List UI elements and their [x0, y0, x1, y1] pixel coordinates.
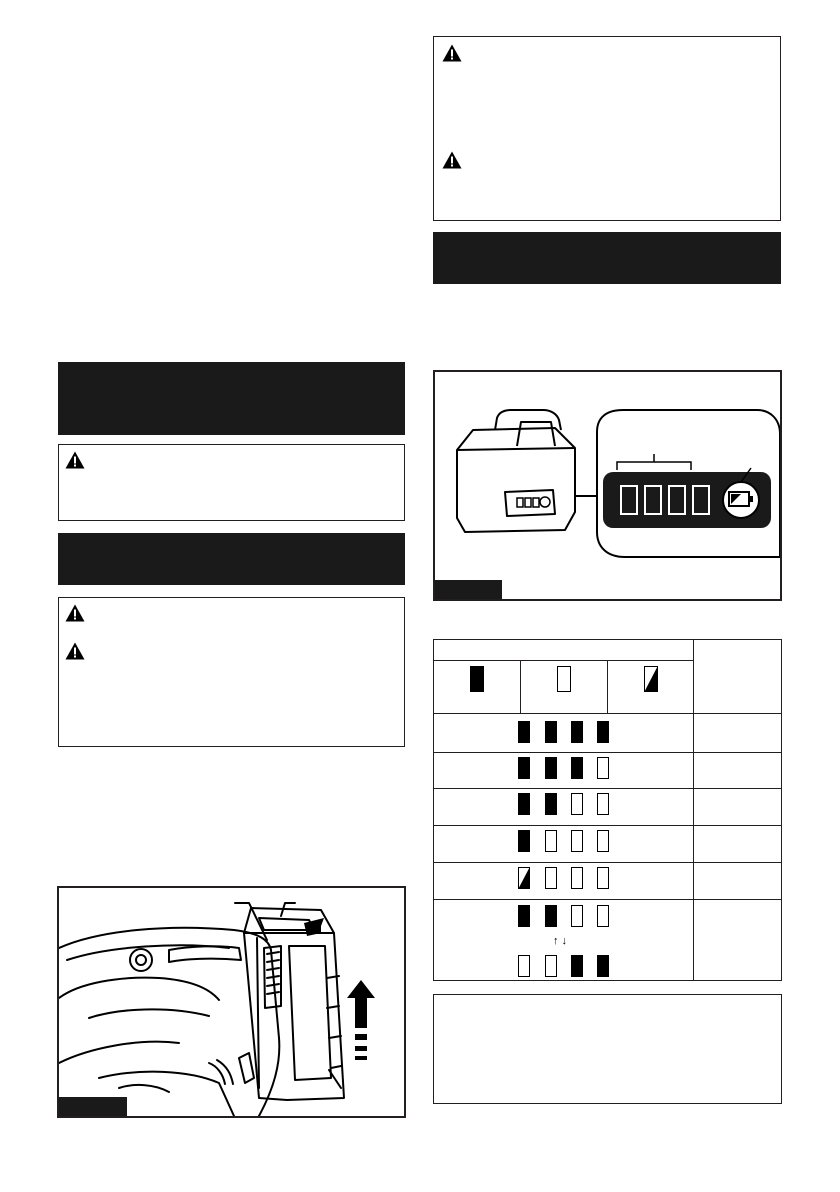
off-lamp-icon — [571, 905, 583, 927]
charger-indicator-illustration — [435, 372, 780, 599]
off-lamp-icon — [597, 830, 609, 852]
warning-icon — [442, 151, 462, 169]
off-lamp-icon — [571, 830, 583, 852]
blinking-lamp-icon — [644, 666, 658, 692]
caution-box-install — [58, 444, 405, 521]
off-lamp-icon — [597, 905, 609, 927]
caution-box-top-right — [433, 36, 781, 221]
lighted-lamp-icon — [518, 830, 530, 852]
lighted-lamp-icon — [597, 955, 609, 977]
blinking-lamp-icon — [518, 867, 530, 889]
lighted-lamp-icon — [545, 793, 557, 815]
lighted-lamp-icon — [518, 793, 530, 815]
off-lamp-icon — [597, 867, 609, 889]
warning-icon — [65, 642, 85, 660]
indicator-figure — [433, 370, 782, 601]
figure-label — [59, 1097, 127, 1118]
warning-icon — [65, 604, 85, 622]
install-section-heading — [58, 362, 405, 435]
remove-section-heading — [58, 533, 405, 585]
lighted-lamp-icon — [518, 721, 530, 743]
lighted-lamp-icon — [518, 757, 530, 779]
lighted-lamp-icon — [518, 905, 530, 927]
off-lamp-icon — [597, 757, 609, 779]
off-lamp-icon — [571, 867, 583, 889]
lighted-lamp-icon — [545, 905, 557, 927]
off-lamp-icon — [545, 867, 557, 889]
page-footer — [0, 1186, 840, 1192]
indication-section-heading — [433, 232, 781, 284]
off-lamp-icon — [518, 955, 530, 977]
off-lamp-icon — [597, 793, 609, 815]
lighted-lamp-icon — [571, 721, 583, 743]
off-lamp-icon — [545, 830, 557, 852]
indicator-table — [433, 639, 782, 981]
note-box — [433, 994, 782, 1104]
battery-install-illustration — [59, 888, 404, 1116]
lighted-lamp-icon — [571, 955, 583, 977]
insert-arrow — [347, 980, 375, 1028]
figure-label — [435, 580, 502, 601]
caution-box-remove — [58, 597, 405, 747]
warning-icon — [442, 44, 462, 62]
lighted-lamp-icon — [545, 757, 557, 779]
lighted-lamp-icon — [470, 666, 484, 692]
lighted-lamp-icon — [571, 757, 583, 779]
off-lamp-icon — [571, 793, 583, 815]
off-lamp-icon — [557, 666, 571, 692]
off-lamp-icon — [545, 955, 557, 977]
battery-install-figure — [57, 886, 406, 1118]
alternating-arrows: ↑ ↓ — [553, 935, 568, 947]
lighted-lamp-icon — [545, 721, 557, 743]
warning-icon — [65, 451, 85, 469]
lighted-lamp-icon — [597, 721, 609, 743]
